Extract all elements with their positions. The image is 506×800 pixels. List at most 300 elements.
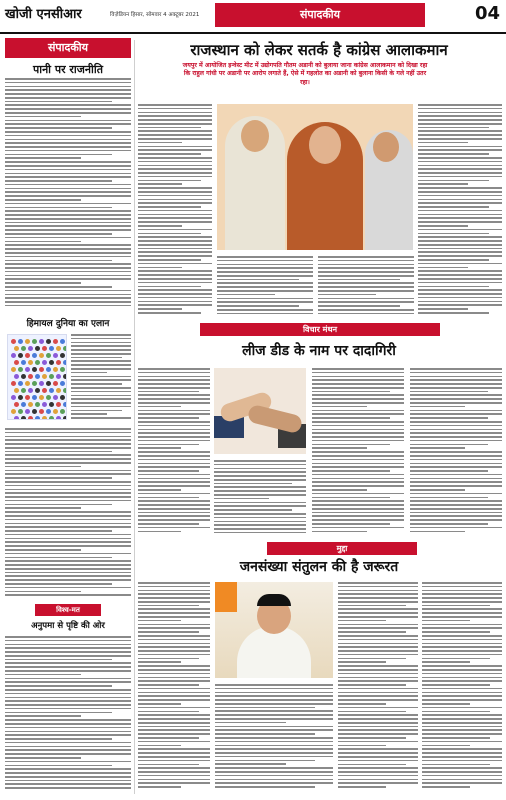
text-line [410,451,502,453]
text-line [138,217,212,219]
text-line [410,436,502,438]
text-line [418,267,468,269]
crowd-figure [63,346,67,351]
text-line [138,233,201,235]
text-line [312,478,404,480]
text-line [138,293,212,295]
text-line [418,297,502,299]
issue-body-col4 [422,582,502,792]
crowd-figure [35,402,40,407]
crowd-figure [25,367,30,372]
text-line [422,737,490,739]
text-line [5,454,131,456]
text-line [410,485,502,487]
text-line [418,312,489,314]
text-line [138,455,210,457]
text-line [5,738,112,740]
text-line [214,464,306,466]
text-line [312,515,404,517]
text-line [5,746,131,748]
crowd-figure [28,360,33,365]
crowd-figure [32,381,37,386]
text-line [338,786,386,788]
text-line [138,714,210,716]
text-line [418,308,468,310]
text-line [5,165,131,167]
text-line [5,466,81,468]
text-line [138,707,210,709]
issue-story-headline: जनसंख्या संतुलन की है जरूरत [239,559,399,575]
text-line [138,267,182,269]
crowd-figure [53,367,58,372]
text-line [138,153,201,155]
crowd-figure [46,367,51,372]
crowd-figure [49,346,54,351]
text-line [418,195,502,197]
crowd-figure [49,360,54,365]
text-line [5,685,112,687]
text-line [5,207,112,209]
text-line [138,421,210,423]
text-line [410,425,502,427]
crowd-figure [21,374,26,379]
text-line [5,305,131,307]
crowd-figure [46,409,51,414]
text-line [338,673,418,675]
text-line [138,680,210,682]
text-line [138,658,199,660]
text-line [138,726,210,728]
text-line [5,519,131,521]
text-line [5,723,131,725]
text-line [217,294,275,296]
text-line [5,655,131,657]
text-line [422,658,490,660]
text-line [418,240,502,242]
crowd-figure [18,409,23,414]
text-line [410,478,502,480]
text-line [418,221,502,223]
text-line [5,772,131,774]
text-line [214,509,292,511]
text-line [138,263,212,265]
text-line [418,149,502,151]
text-line [312,519,404,521]
text-line [5,481,131,483]
text-line [138,425,210,427]
text-line [338,722,418,724]
text-line [422,669,502,671]
text-line [5,560,131,562]
text-line [5,252,131,254]
text-line [5,715,81,717]
text-line [138,413,210,415]
text-line [138,440,210,442]
text-line [138,157,212,159]
text-line [5,248,131,250]
text-line [422,782,502,784]
newspaper-logo: खोजी एनसीआर [5,7,82,22]
text-line [338,616,418,618]
crowd-figure [42,388,47,393]
text-line [217,279,299,281]
text-line [312,406,367,408]
text-line [5,256,131,258]
text-line [215,748,333,750]
text-line [138,718,210,720]
text-line [5,594,131,596]
text-line [217,264,313,266]
text-line [138,248,212,250]
text-line [138,620,181,622]
text-line [422,688,502,690]
crowd-figure [14,402,19,407]
text-line [5,568,131,570]
text-line [5,575,131,577]
text-line [5,462,131,464]
text-line [418,206,489,208]
text-line [422,745,470,747]
crowd-figure [11,353,16,358]
crowd-figure [56,360,61,365]
text-line [418,248,502,250]
text-line [418,289,502,291]
text-line [338,726,418,728]
text-line [215,775,333,777]
text-line [217,286,313,288]
text-line [138,187,212,189]
himalaya-body [5,428,131,600]
text-line [138,379,210,381]
text-line [5,507,81,509]
text-line [338,669,418,671]
text-line [5,500,131,502]
text-line [5,89,131,91]
text-line [138,512,210,514]
crowd-figure [53,339,58,344]
text-line [318,264,414,266]
text-line [138,138,212,140]
text-line [138,489,181,491]
text-line [312,531,367,533]
text-line [418,134,502,136]
text-line [418,278,502,280]
text-line [312,383,404,385]
text-line [418,123,502,125]
text-line [138,172,212,174]
text-line [138,767,210,769]
text-line [71,353,131,355]
text-line [138,612,210,614]
text-line [312,429,404,431]
text-line [138,410,210,412]
text-line [418,214,502,216]
text-line [418,127,489,129]
text-line [5,210,131,212]
text-line [418,255,502,257]
text-line [217,267,313,269]
crowd-figure [28,388,33,393]
text-line [312,489,367,491]
text-line [138,481,210,483]
text-line [138,654,210,656]
text-line [5,557,112,559]
crowd-figure [39,409,44,414]
crowd-figure [35,374,40,379]
text-line [215,722,286,724]
crowd-figure [53,353,58,358]
crowd-figure [11,395,16,400]
text-line [312,391,390,393]
crowd-figure [46,381,51,386]
text-line [138,402,210,404]
text-line [138,199,212,201]
text-line [138,286,201,288]
text-line [138,497,199,499]
text-line [5,294,131,296]
main-subheadline: जयपुर में आयोजित इन्वेस्ट मीट में उद्योगपति गौतम अडानी को बुलाया जाना कांग्रेस आलाकमान को दिखा रहा कि राहुल गांधी पर अडानी पर आरोप लगाते हैं, ऐसे में गहलोत का अडानी को बुलाना किसी के गले नहीं उतर रहा। [182,62,428,86]
text-line [138,695,210,697]
left-column [5,38,131,794]
crowd-figure [63,388,67,393]
text-line [138,304,212,306]
text-line [5,727,131,729]
text-line [5,108,131,110]
crowd-figure [53,409,58,414]
text-line [5,237,131,239]
text-line [5,82,131,84]
text-line [410,379,502,381]
text-line [138,665,210,667]
text-line [5,719,131,721]
text-line [5,131,131,133]
text-line [138,733,210,735]
text-line [422,764,490,766]
crowd-figure [14,346,19,351]
text-line [214,505,306,507]
text-line [312,387,404,389]
text-line [5,681,131,683]
text-line [312,372,404,374]
text-line [418,274,502,276]
text-line [138,597,210,599]
text-line [418,115,502,117]
text-line [410,421,502,423]
text-line [422,718,502,720]
text-line [422,786,470,788]
text-line [312,523,390,525]
text-line [338,590,418,592]
text-line [138,104,212,106]
crowd-figure [49,388,54,393]
text-line [138,229,212,231]
text-line [138,586,210,588]
text-line [215,767,333,769]
text-line [422,703,470,705]
text-line [138,669,210,671]
text-line [138,646,210,648]
text-line [138,463,210,465]
text-line [214,479,306,481]
text-line [138,737,199,739]
text-line [410,500,502,502]
crowd-figure [63,374,67,379]
text-line [71,357,122,359]
text-line [215,745,333,747]
text-line [138,191,212,193]
crowd-figure [14,388,19,393]
opinion-body-col4 [410,368,502,536]
text-line [138,130,212,132]
text-line [71,406,131,408]
text-line [5,278,131,280]
text-line [338,733,418,735]
crowd-figure [11,339,16,344]
text-line [138,210,212,212]
text-line [312,394,404,396]
opinion-story-headline: लीज डीड के नाम पर दादागिरी [242,343,396,359]
crowd-figure [18,353,23,358]
text-line [138,485,210,487]
text-line [318,298,414,300]
text-line [312,470,390,472]
crowd-figure [28,346,33,351]
text-line [338,745,386,747]
text-line [5,780,131,782]
text-line [312,368,404,370]
text-line [5,112,131,114]
text-line [422,601,502,603]
text-line [5,591,81,593]
text-line [138,372,210,374]
text-line [410,493,502,495]
text-line [215,752,333,754]
crowd-figure [11,367,16,372]
crowd-figure [32,339,37,344]
opinion-body [5,636,131,792]
text-line [5,700,131,702]
text-line [138,771,210,773]
text-line [410,432,502,434]
text-line [5,104,131,106]
crowd-figure [39,367,44,372]
crowd-figure [11,409,16,414]
text-line [214,498,269,500]
text-line [318,286,414,288]
text-line [5,78,131,80]
text-line [418,119,502,121]
text-line [338,699,418,701]
text-line [410,372,502,374]
text-line [138,176,212,178]
text-line [312,444,390,446]
text-line [338,646,418,648]
text-line [138,236,212,238]
text-line [338,752,418,754]
text-line [338,737,406,739]
text-line [138,214,212,216]
text-line [422,608,502,610]
opinion-body-col3 [312,368,404,536]
text-line [214,521,306,523]
text-line [410,474,502,476]
text-line [410,429,502,431]
text-line [418,180,489,182]
crowd-figure [39,339,44,344]
text-line [71,387,131,389]
text-line [418,259,489,261]
text-line [318,256,414,258]
text-line [138,605,199,607]
text-line [5,787,131,789]
text-line [71,398,131,400]
text-line [5,666,131,668]
text-line [5,184,131,186]
text-line [418,172,502,174]
crowd-figure [35,416,40,420]
text-line [138,677,210,679]
text-line [138,590,210,592]
text-line [138,432,210,434]
text-line [5,263,131,265]
speaker-photo [215,582,333,678]
text-line [318,301,414,303]
crowd-figure [42,374,47,379]
text-line [217,282,313,284]
text-line [138,225,182,227]
text-line [71,360,131,362]
text-line [138,436,210,438]
text-line [215,692,333,694]
text-line [410,394,502,396]
text-line [5,572,131,574]
crowd-figure [53,395,58,400]
text-line [217,305,299,307]
text-line [215,771,333,773]
crowd-figure [39,381,44,386]
text-line [338,756,418,758]
text-line [410,481,502,483]
text-line [338,714,418,716]
text-line [410,519,502,521]
crowd-figure [63,402,67,407]
text-line [410,417,488,419]
text-line [138,312,201,314]
text-line [138,500,210,502]
text-line [338,767,418,769]
text-line [418,210,502,212]
text-line [215,707,315,709]
text-line [312,413,404,415]
text-line [138,760,210,762]
text-line [5,139,131,141]
text-line [5,150,131,152]
text-line [138,688,210,690]
text-line [312,493,404,495]
crowd-figure [14,374,19,379]
crowd-figure [21,388,26,393]
crowd-figure [21,360,26,365]
text-line [422,707,502,709]
text-line [5,659,112,661]
crowd-figure [42,360,47,365]
text-line [418,199,502,201]
crowd-figure [25,395,30,400]
text-line [338,593,418,595]
main-headline: राजस्थान को लेकर सतर्क है कांग्रेस आलाकमान [190,41,448,59]
text-line [312,497,390,499]
text-line [5,297,131,299]
